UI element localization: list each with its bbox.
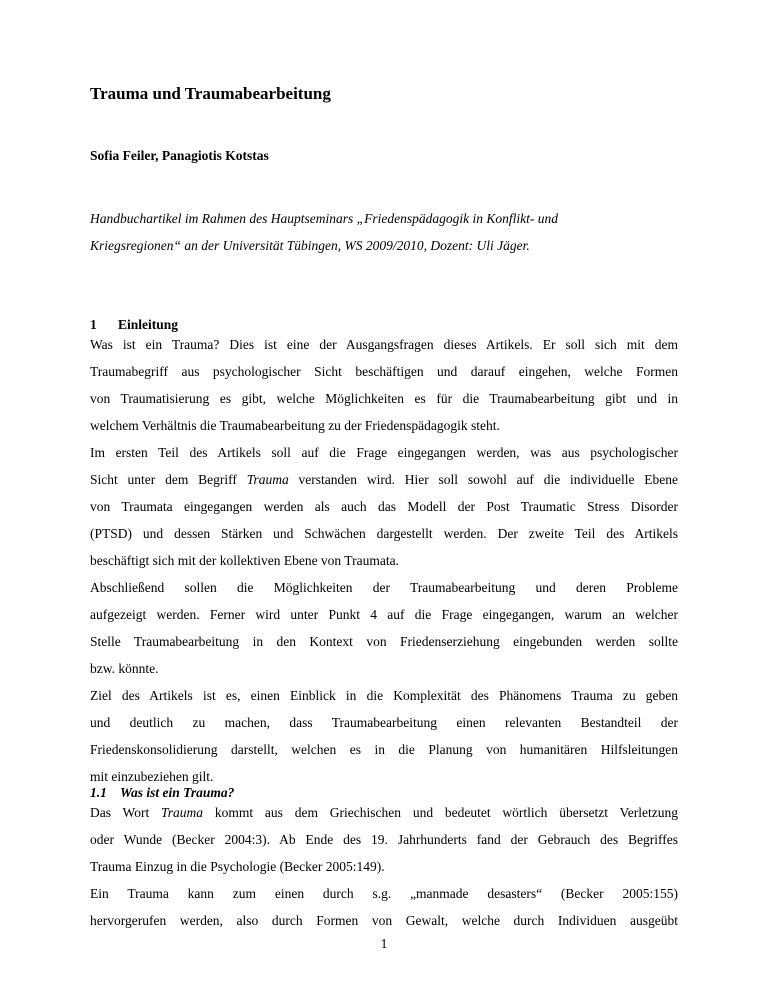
- text-line: Was ist ein Trauma? Dies ist eine der Ausgangsfragen dieses Artikels. Er soll sich mit dem: [90, 337, 678, 352]
- text-line: aufgezeigt werden. Ferner wird unter Punkt 4 auf die Frage eingegangen, warum an welcher: [90, 607, 678, 622]
- text-line: Friedenskonsolidierung darstellt, welchen es in die Planung von humanitären Hilfsleitungen: [90, 742, 678, 757]
- text-fragment: verstanden wird. Hier soll sowohl auf die individuelle Ebene: [298, 472, 679, 487]
- emphasis-term: Trauma: [246, 472, 289, 487]
- text-line: Traumabegriff aus psychologischer Sicht beschäftigen und darauf eingehen, welche Formen: [90, 364, 678, 379]
- text-fragment: Das Wort: [90, 805, 150, 820]
- text-line: mit einzubeziehen gilt.: [90, 769, 214, 784]
- document-title: Trauma und Traumabearbeitung: [90, 84, 331, 103]
- emphasis-term: Trauma: [161, 805, 204, 820]
- text-line: Ziel des Artikels ist es, einen Einblick in die Komplexität des Phänomens Trauma zu geben: [90, 688, 678, 703]
- text-line-with-emphasis: [90, 466, 678, 493]
- text-line: Im ersten Teil des Artikels soll auf die Frage eingegangen werden, was aus psychologischer: [90, 445, 678, 460]
- text-line: Ein Trauma kann zum einen durch s.g. „manmade desasters“ (Becker 2005:155): [90, 886, 678, 901]
- text-line: bzw. könnte.: [90, 661, 159, 676]
- text-line: (PTSD) und dessen Stärken und Schwächen dargestellt werden. Der zweite Teil des Artikels: [90, 526, 678, 541]
- text-line: hervorgerufen werden, also durch Formen von Gewalt, welche durch Individuen ausgeübt: [90, 913, 678, 928]
- intro-paragraph: [90, 331, 678, 790]
- section-title: Was ist ein Trauma?: [120, 785, 235, 800]
- document-authors: Sofia Feiler, Panagiotis Kotstas: [90, 148, 269, 163]
- text-fragment: kommt aus dem Griechischen und bedeutet wörtlich übersetzt Verletzung: [214, 805, 678, 820]
- text-line: beschäftigt sich mit der kollektiven Ebene von Traumata.: [90, 553, 399, 568]
- text-fragment: Sicht unter dem Begriff: [90, 472, 237, 487]
- text-line: und deutlich zu machen, dass Traumabearbeitung einen relevanten Bestandteil der: [90, 715, 678, 730]
- text-line: oder Wunde (Becker 2004:3). Ab Ende des 19. Jahrhunderts fand der Gebrauch des Begriffes: [90, 832, 678, 847]
- section-title: Einleitung: [118, 317, 179, 332]
- meta-line: Kriegsregionen“ an der Universität Tübingen, WS 2009/2010, Dozent: Uli Jäger.: [90, 238, 530, 253]
- page-number: 1: [380, 936, 388, 951]
- text-line: von Traumata eingegangen werden als auch das Modell der Post Traumatic Stress Disorder: [90, 499, 678, 514]
- text-line: welchem Verhältnis die Traumabearbeitung zu der Friedenspädagogik steht.: [90, 418, 500, 433]
- document-meta: [90, 205, 690, 259]
- section-number: 1: [90, 317, 97, 332]
- section-number: 1.1: [90, 785, 107, 800]
- text-line: Abschließend sollen die Möglichkeiten der Traumabearbeitung und deren Probleme: [90, 580, 678, 595]
- meta-line: Handbuchartikel im Rahmen des Hauptseminars „Friedenspädagogik in Konflikt- und: [90, 211, 558, 226]
- definition-paragraph: [90, 799, 678, 934]
- text-line-with-emphasis: [90, 799, 678, 826]
- text-line: Trauma Einzug in die Psychologie (Becker 2005:149).: [90, 859, 385, 874]
- text-line: von Traumatisierung es gibt, welche Möglichkeiten es für die Traumabearbeitung gibt und in: [90, 391, 678, 406]
- text-line: Stelle Traumabearbeitung in den Kontext von Friedenserziehung eingebunden werden sollte: [90, 634, 678, 649]
